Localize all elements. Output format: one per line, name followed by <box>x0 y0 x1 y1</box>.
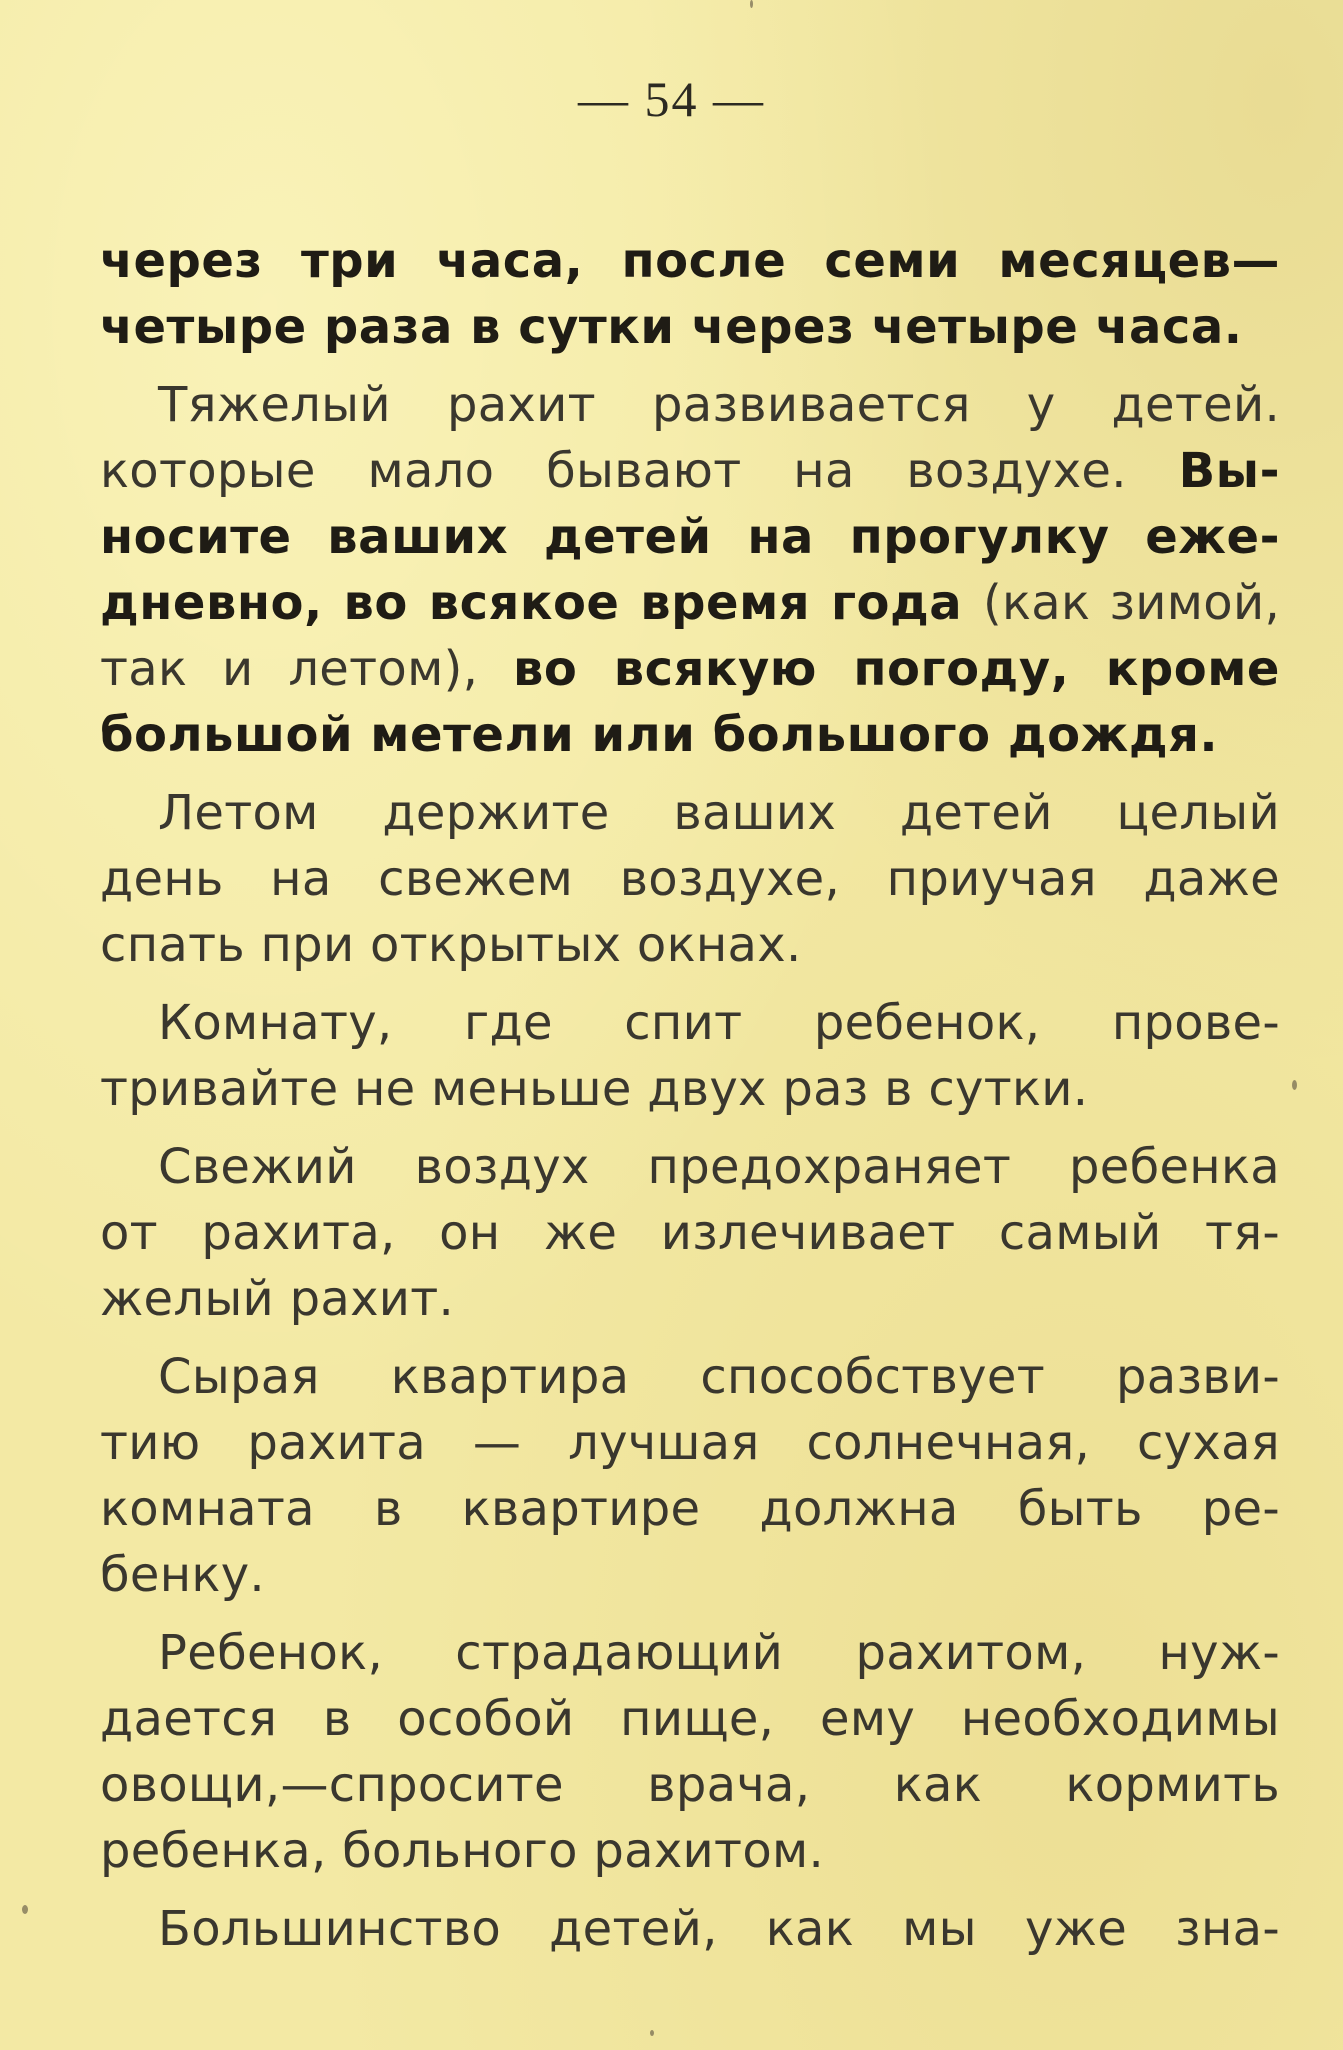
text-line <box>100 1542 1280 1608</box>
plain-text: Свежий воздух предохраняет ребенка <box>158 1139 1280 1195</box>
ink-speck <box>1292 1080 1297 1090</box>
ink-speck <box>750 0 753 8</box>
text-line <box>100 1410 1280 1476</box>
plain-text: Тяжелый рахит развивается у детей. <box>158 377 1280 433</box>
plain-text: которые мало бывают на воздухе. <box>100 443 1179 499</box>
text-line <box>100 1266 1280 1332</box>
plain-text: так и летом), <box>100 641 513 697</box>
plain-text: желый рахит. <box>100 1271 455 1327</box>
bold-text: четыре раза в сутки через четыре часа. <box>100 299 1243 355</box>
plain-text: Большинство детей, как мы уже зна- <box>158 1901 1280 1957</box>
paragraph <box>100 228 1280 360</box>
text-line <box>100 1752 1280 1818</box>
text-line <box>100 294 1280 360</box>
plain-text: Сырая квартира способствует разви- <box>158 1349 1280 1405</box>
text-line <box>100 438 1280 504</box>
paragraph <box>100 1896 1280 1962</box>
text-line <box>100 372 1280 438</box>
plain-text: спать при открытых окнах. <box>100 917 802 973</box>
text-line <box>100 636 1280 702</box>
plain-text: ребенка, больного рахитом. <box>100 1823 825 1879</box>
plain-text: дается в особой пище, ему необходимы <box>100 1691 1280 1747</box>
text-line <box>100 780 1280 846</box>
paragraph <box>100 1134 1280 1332</box>
plain-text: комната в квартире должна быть ре- <box>100 1481 1280 1537</box>
text-line <box>100 1056 1280 1122</box>
ink-speck <box>650 2030 654 2036</box>
bold-text: через три часа, после семи месяцев— <box>100 233 1280 289</box>
ink-speck <box>22 1905 28 1914</box>
plain-text: день на свежем воздухе, приучая даже <box>100 851 1280 907</box>
paragraph <box>100 1620 1280 1884</box>
text-line <box>100 1686 1280 1752</box>
text-line <box>100 1818 1280 1884</box>
body-text <box>100 228 1280 1974</box>
text-line <box>100 570 1280 636</box>
text-line <box>100 1476 1280 1542</box>
paragraph <box>100 372 1280 768</box>
plain-text: бенку. <box>100 1547 265 1603</box>
plain-text: Комнату, где спит ребенок, прове- <box>158 995 1280 1051</box>
bold-text: большой метели или большого дождя. <box>100 707 1219 763</box>
plain-text: тривайте не меньше двух раз в сутки. <box>100 1061 1089 1117</box>
page-number: — 54 — <box>578 71 765 127</box>
plain-text: Летом держите ваших детей целый <box>158 785 1280 841</box>
text-line <box>100 1200 1280 1266</box>
bold-text: во всякую погоду, кроме <box>512 641 1280 697</box>
text-line <box>100 912 1280 978</box>
text-line <box>100 228 1280 294</box>
paragraph <box>100 780 1280 978</box>
bold-text: дневно, во всякое время года <box>100 575 983 631</box>
text-line <box>100 1620 1280 1686</box>
plain-text: Ребенок, страдающий рахитом, нуж- <box>158 1625 1280 1681</box>
paragraph <box>100 1344 1280 1608</box>
text-line <box>100 990 1280 1056</box>
text-line <box>100 1344 1280 1410</box>
plain-text: тию рахита — лучшая солнечная, сухая <box>100 1415 1280 1471</box>
bold-text: носите ваших детей на прогулку еже- <box>100 509 1280 565</box>
bold-text: Вы- <box>1178 443 1280 499</box>
text-line <box>100 504 1280 570</box>
text-line <box>100 1134 1280 1200</box>
text-line <box>100 702 1280 768</box>
plain-text: (как зимой, <box>982 575 1281 631</box>
text-line <box>100 846 1280 912</box>
plain-text: овощи,—спросите врача, как кормить <box>100 1757 1280 1813</box>
text-line <box>100 1896 1280 1962</box>
paragraph <box>100 990 1280 1122</box>
plain-text: от рахита, он же излечивает самый тя- <box>100 1205 1280 1261</box>
